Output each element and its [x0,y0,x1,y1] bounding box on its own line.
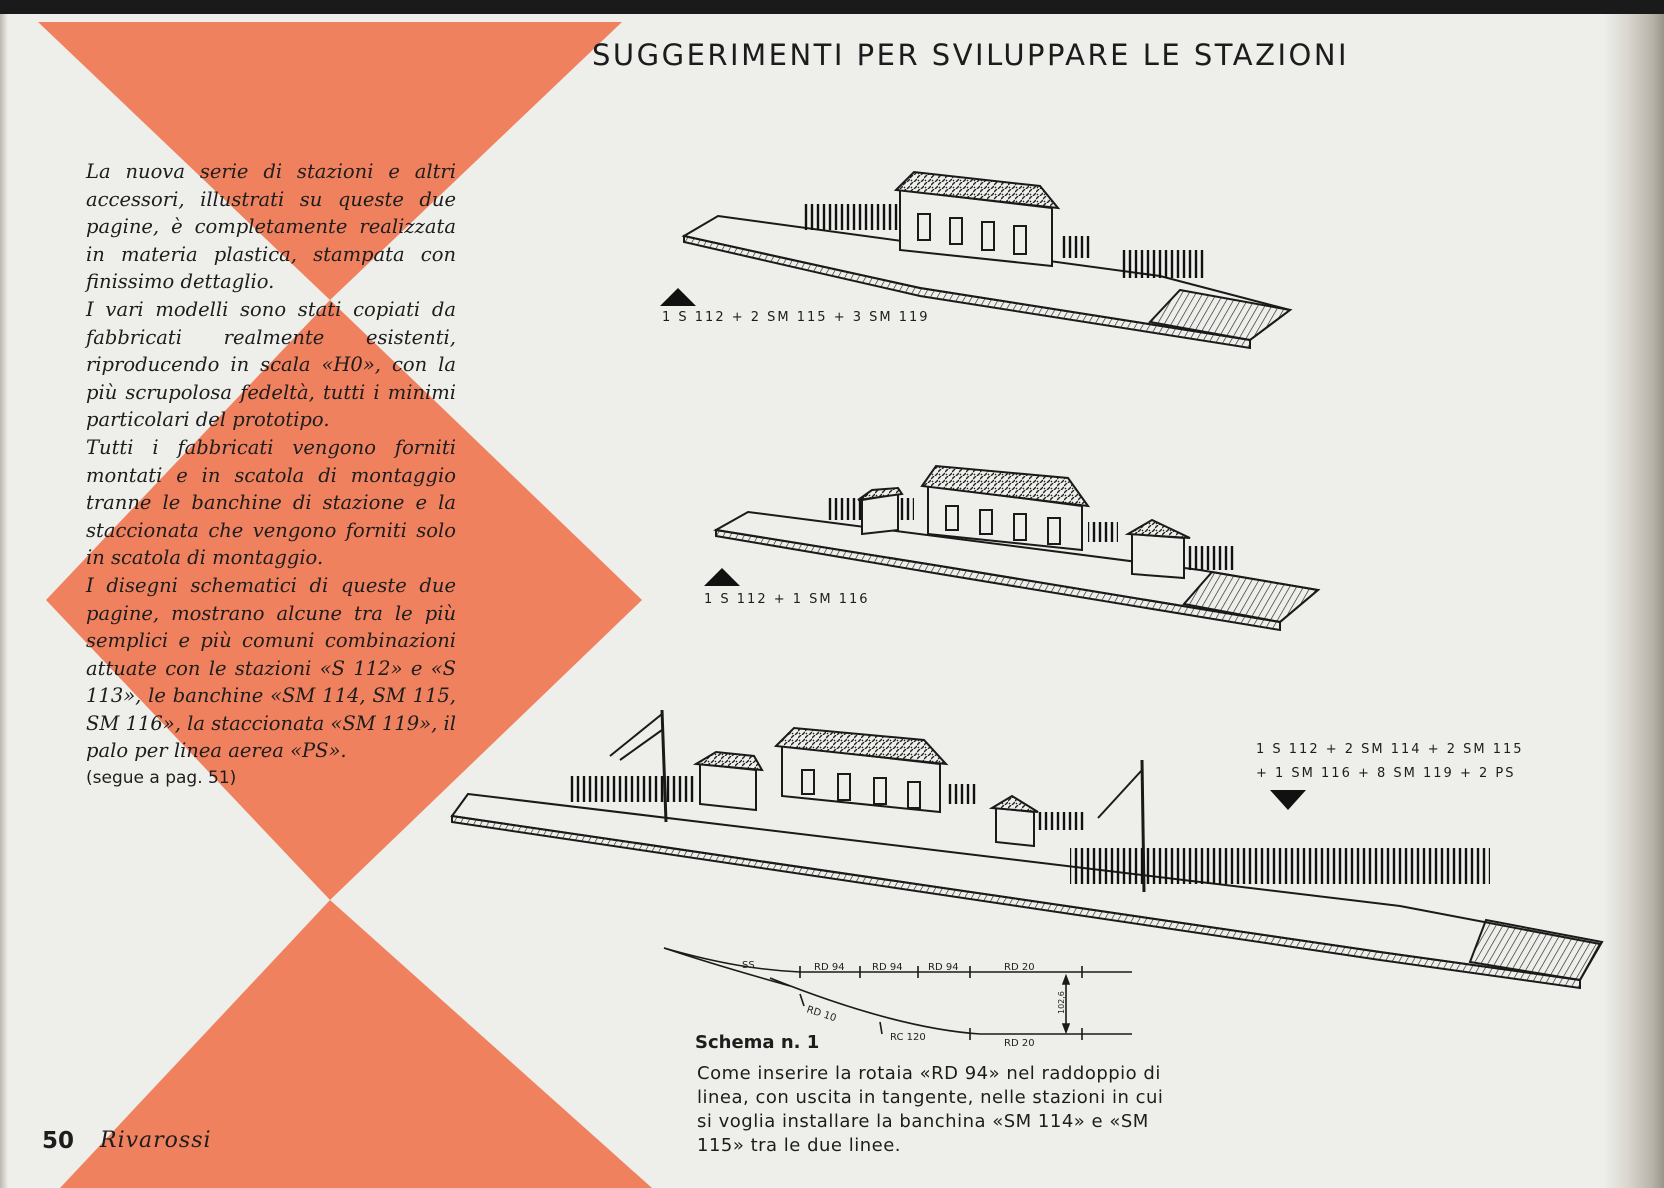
label-rd94-b: RD 94 [872,962,903,973]
label-rd94-a: RD 94 [814,962,845,973]
label-rd20-top: RD 20 [1004,962,1035,973]
label-rd94-c: RD 94 [928,962,959,973]
paragraph-3: Tutti i fabbricati vengono forniti montati e in scatola di montaggio tranne le banchine di stazione e la staccionata che vengono forniti solo in scatola di montaggio. [86,435,456,570]
illustration-2-caption: 1 S 112 + 1 SM 116 [704,592,870,607]
page-title: SUGGERIMENTI PER SVILUPPARE LE STAZIONI [592,38,1350,72]
arrow-down-marker-3 [1270,790,1306,810]
continued-note: (segue a pag. 51) [86,768,237,789]
label-rd10: RD 10 [805,1004,838,1025]
label-ss: SS [742,960,755,971]
page-number: 50 [42,1128,75,1154]
brand-logo: Rivarossi [100,1128,212,1153]
arrow-up-marker-1 [660,288,696,306]
illustration-3-caption-line-1: 1 S 112 + 2 SM 114 + 2 SM 115 [1256,742,1524,757]
paragraph-1: La nuova serie di stazioni e altri accessori, illustrati su queste due pagine, è completamente realizzata in materia plastica, stampata con finissimo dettaglio. [86,160,456,294]
label-rd20-bottom: RD 20 [1004,1038,1035,1049]
illustration-1-caption: 1 S 112 + 2 SM 115 + 3 SM 119 [662,310,930,325]
label-rc120: RC 120 [890,1032,926,1043]
arrow-up-marker-2 [704,568,740,586]
paragraph-2: I vari modelli sono stati copiati da fabbricati realmente esistenti, riproducendo in scala «H0», con la più scrupolosa fedeltà, tutti i minimi particolari del prototipo. [86,297,456,432]
schema-title: Schema n. 1 [695,1032,820,1053]
label-spacing: 102,6 [1057,991,1066,1014]
illustration-3-caption-line-2: + 1 SM 116 + 8 SM 119 + 2 PS [1256,766,1516,781]
schema-description: Come inserire la rotaia «RD 94» nel raddoppio di linea, con uscita in tangente, nelle stazioni in cui si voglia installare la banchina «SM 114» e «SM 115» tra le due linee. [697,1063,1164,1156]
paragraph-4: I disegni schematici di queste due pagine, mostrano alcune tra le più semplici e più comuni combinazioni attuate con le stazioni «S 112» e «S 113», le banchine «SM 114, SM 115, SM 116», la staccionata «SM 119», il palo per linea aerea «PS». [86,573,456,763]
